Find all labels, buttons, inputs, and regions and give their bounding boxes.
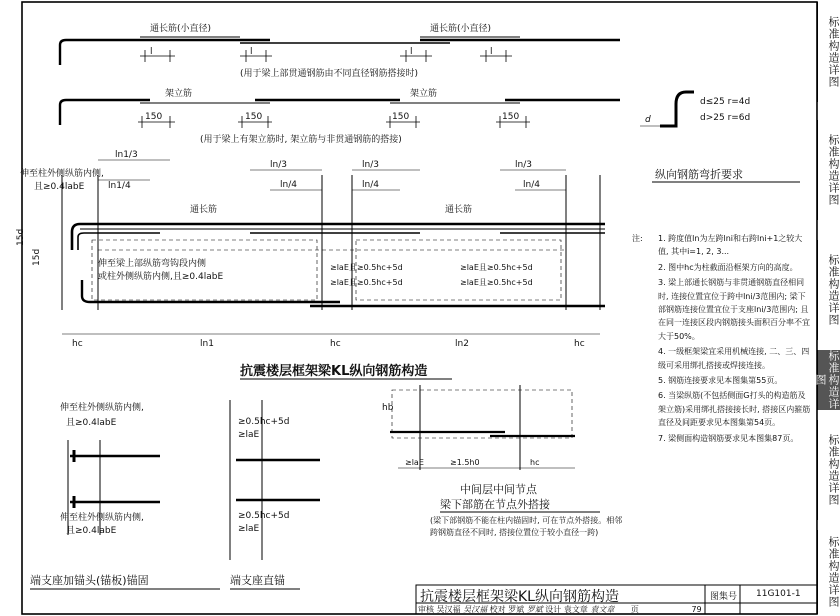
col-note-3: 伸至梁上部纵筋弯钩段内侧	[98, 259, 207, 269]
dim-hc-2: hc	[330, 339, 341, 349]
dim-15d-2: 15d	[32, 248, 42, 266]
straight-4: ≥laE	[238, 524, 260, 534]
note-item: 7. 梁侧面构造钢筋要求见本图集87页。	[658, 433, 799, 443]
dim-15d-1: 15d	[16, 228, 26, 246]
bend-requirement	[640, 92, 800, 182]
straight-anchor-diagram	[230, 400, 320, 589]
design-sign: 袁文章	[590, 605, 615, 614]
mid-15: ≥1.5h0	[450, 458, 480, 467]
page-number: 79	[691, 605, 702, 614]
upper-bar-diagram	[60, 22, 620, 79]
anchor-note-3: 伸至柱外侧纵筋内侧,	[60, 513, 144, 523]
label-jialijin-2: 架立筋	[410, 89, 438, 99]
col-note-1: 伸至柱外侧纵筋内侧,	[20, 169, 104, 179]
bend-rule-2: d>25 r=6d	[700, 113, 751, 123]
label-tongchangjin-1: 通长筋(小直径)	[150, 24, 212, 34]
anchor-note-1: 伸至柱外侧纵筋内侧,	[60, 403, 144, 413]
bend-title: 纵向钢筋弯折要求	[655, 168, 743, 181]
bend-rule-1: d≤25 r=4d	[700, 97, 751, 107]
design-label: 设计	[545, 605, 562, 614]
middle-node-diagram	[382, 385, 625, 565]
label-tongchangjin-main-2: 通长筋	[445, 205, 473, 215]
straight-title: 端支座直锚	[230, 574, 285, 587]
note-upper-bars: (用于梁上部贯通钢筋由不同直径钢筋搭接时)	[240, 69, 419, 79]
dim-150-2: 150	[245, 112, 263, 122]
note-erection-bars: (用于梁上有架立筋时, 架立筋与非贯通钢筋的搭接)	[200, 135, 402, 145]
note-item: 3. 梁上部通长钢筋与非贯通钢筋直径相同时, 连接位置宜位于跨中lni/3范围内; 梁下部钢筋连接位置宜位于支座lni/3范围内; 且在同一连接区段内钢筋接头面积百分率不宜大于50%。	[658, 278, 810, 341]
mid-hc: hc	[530, 458, 540, 467]
label-d: d	[645, 115, 651, 125]
note-item: 6. 当梁纵筋(不包括侧面G打头的构造筋及架立筋)采用绑扎搭接接长时, 搭接区内箍筋直径及间距要求见本图集第54页。	[658, 391, 811, 428]
main-kl-diagram	[16, 150, 605, 379]
anchor-head-diagram	[30, 401, 220, 589]
atlas-label: 图集号	[710, 592, 738, 602]
anchor-note-2: 且≥0.4labE	[66, 418, 117, 428]
review-sign: 吴汉福	[463, 605, 488, 614]
title-block-row	[418, 604, 702, 615]
dim-ln1: ln1	[200, 339, 214, 349]
mid-title-2: 梁下部筋在节点外搭接	[440, 498, 550, 511]
dim-150-4: 150	[502, 112, 520, 122]
side-tab-4-active[interactable]: 标准构造详图	[814, 350, 840, 410]
lap-4: ≥laE且≥0.5hc+5d	[460, 278, 533, 287]
dim-ln1-3: ln1/3	[115, 150, 138, 160]
lap-3: ≥laE且≥0.5hc+5d	[460, 263, 533, 272]
dim-ln-3-c: ln/3	[515, 160, 532, 170]
design-name: 袁文章	[563, 605, 588, 614]
dim-ln-4-c: ln/4	[523, 180, 540, 190]
title-block-title: 抗震楼层框架梁KL纵向钢筋构造	[420, 589, 619, 605]
lap-1: ≥laE且≥0.5hc+5d	[330, 263, 403, 272]
mid-title-1: 中间层中间节点	[460, 483, 537, 496]
note-item: 2. 图中hc为柱截面沿框架方向的高度。	[658, 262, 798, 272]
anchor-title: 端支座加锚头(锚板)锚固	[30, 574, 149, 587]
dim-ln2: ln2	[455, 339, 469, 349]
label-tongchangjin-main-1: 通长筋	[190, 205, 218, 215]
dim-hc-3: hc	[574, 339, 585, 349]
label-lap-l1: l	[150, 47, 153, 57]
label-lap-l3: l	[410, 47, 413, 57]
side-tab-6[interactable]: 标准构造详图	[817, 530, 840, 614]
label-jialijin-1: 架立筋	[165, 89, 193, 99]
anchor-note-4: 且≥0.4labE	[66, 526, 117, 536]
dim-hc-1: hc	[72, 339, 83, 349]
label-lap-l4: l	[490, 47, 493, 57]
side-tab-2[interactable]: 标准构造详图	[817, 120, 840, 220]
col-note-4: 或柱外侧纵筋内侧,且≥0.4labE	[98, 272, 224, 282]
check-name: 罗斌	[508, 605, 525, 614]
mid-hb: hb	[382, 403, 394, 413]
col-note-2: 且≥0.4labE	[34, 182, 85, 192]
side-tab-3[interactable]: 标准构造详图	[817, 240, 840, 340]
atlas-number: 11G101-1	[756, 589, 801, 599]
dim-ln-3-a: ln/3	[270, 160, 287, 170]
label-tongchangjin-2: 通长筋(小直径)	[430, 24, 492, 34]
straight-1: ≥0.5hc+5d	[238, 417, 290, 427]
straight-2: ≥laE	[238, 430, 260, 440]
dim-150-3: 150	[392, 112, 410, 122]
dim-ln-3-b: ln/3	[362, 160, 379, 170]
check-sign: 罗斌	[526, 605, 543, 614]
note-item: 1. 跨度值ln为左跨lni和右跨lni+1之较大值, 其中i=1, 2, 3...	[658, 234, 803, 257]
notes-list	[632, 232, 812, 445]
notes-block	[632, 232, 812, 447]
mid-la: ≥laE	[405, 458, 424, 467]
check-label: 校对	[489, 605, 506, 614]
page-label: 页	[630, 605, 639, 614]
dim-ln1-4: ln1/4	[108, 181, 131, 191]
mid-note: (梁下部钢筋不能在柱内锚固时, 可在节点外搭接。相邻跨钢筋直径不同时, 搭接位置位于较小直径一跨)	[430, 516, 623, 537]
erection-bar-diagram	[60, 87, 620, 145]
review-name: 吴汉福	[436, 605, 461, 614]
dim-ln-4-a: ln/4	[280, 180, 297, 190]
notes-header: 注:	[632, 234, 643, 243]
main-diagram-title: 抗震楼层框架梁KL纵向钢筋构造	[240, 364, 428, 379]
dim-150-1: 150	[145, 112, 163, 122]
note-item: 4. 一级框架梁宜采用机械连接, 二、三、四级可采用绑扎搭接或焊接连接。	[658, 347, 810, 370]
review-label: 审核	[418, 605, 434, 614]
label-lap-l2: l	[250, 47, 253, 57]
lap-2: ≥laE且≥0.5hc+5d	[330, 278, 403, 287]
dim-ln-4-b: ln/4	[362, 180, 379, 190]
side-tab-5[interactable]: 标准构造详图	[817, 420, 840, 520]
note-item: 5. 钢筋连接要求见本图集第55页。	[658, 376, 783, 386]
side-tab-1[interactable]: 标准构造详图	[817, 2, 840, 102]
straight-3: ≥0.5hc+5d	[238, 511, 290, 521]
